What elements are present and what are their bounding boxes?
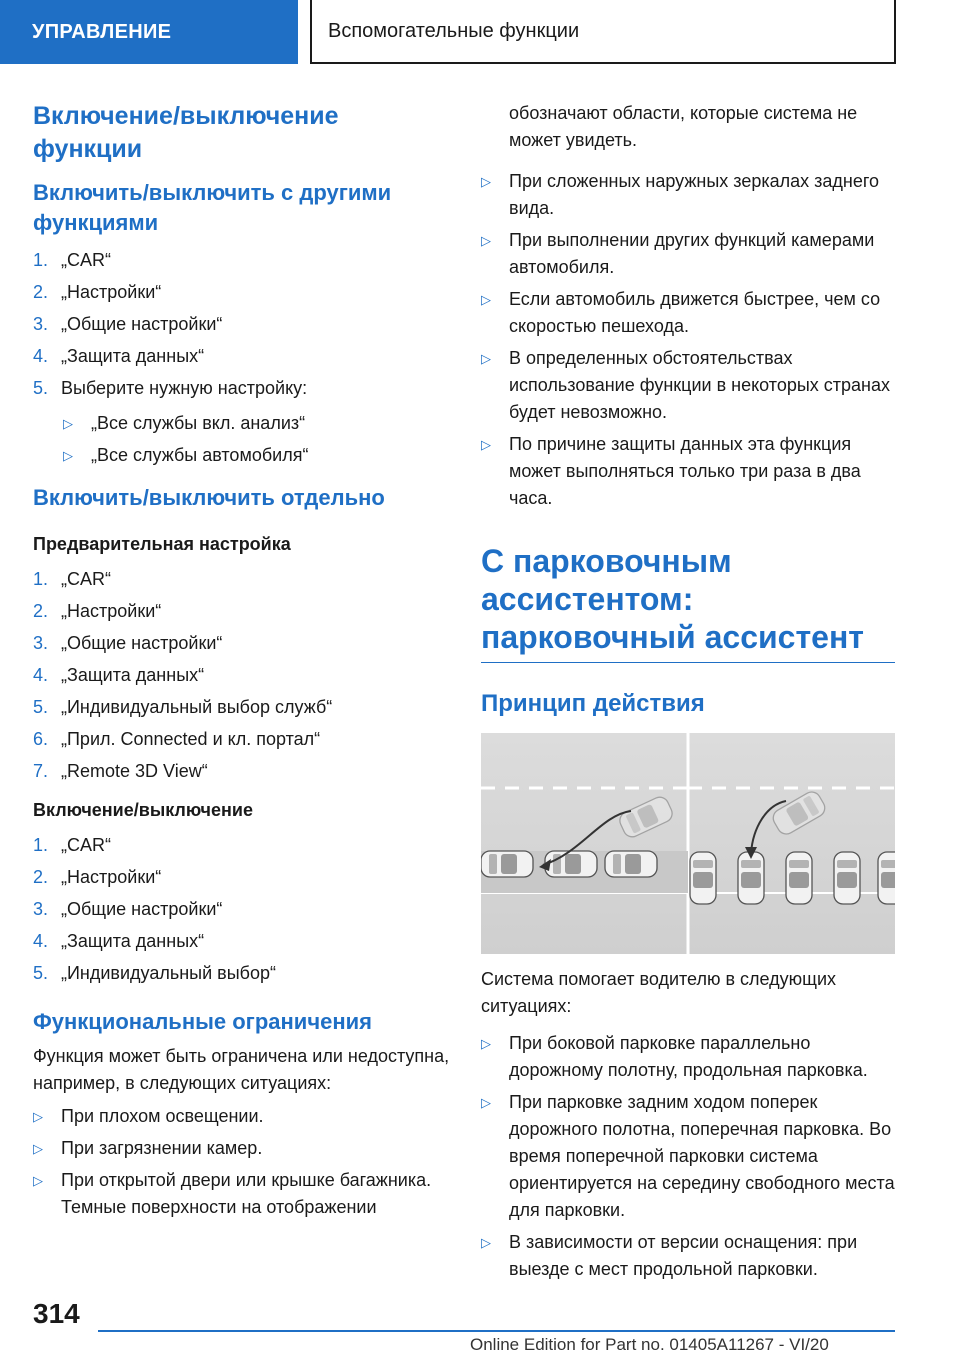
list-item: ▷ При загрязнении камер. — [33, 1135, 453, 1162]
list-item: ▷ При плохом освещении. — [33, 1103, 453, 1130]
list-item: 5. „Индивидуальный выбор“ — [33, 963, 276, 983]
heading-presetting: Предварительная настройка — [33, 534, 291, 554]
list-item: 1. „CAR“ — [33, 250, 111, 270]
heading-with-other: Включить/выключить с другими функциями — [33, 180, 392, 235]
right-column — [481, 100, 895, 1293]
list-item: ▷ В зависимости от версии оснащения: при выезде с мест продольной парковки. — [481, 1229, 895, 1283]
section-title: Вспомогательные функции — [310, 0, 896, 64]
list-item: 5. „Индивидуальный выбор служб“ — [33, 697, 333, 717]
heading-principle: Принцип действия — [481, 690, 705, 717]
triangle-bullet-icon: ▷ — [481, 1095, 491, 1110]
heading-parking-assistant: С парковочным ассистентом: парковочный ассистент — [481, 543, 864, 655]
list-item: 4. „Защита данных“ — [33, 346, 205, 366]
list-item: 4. „Защита данных“ — [33, 931, 205, 951]
steps-onoff — [33, 829, 453, 989]
limits-list — [33, 1103, 453, 1221]
steps-presetting — [33, 563, 453, 787]
triangle-bullet-icon: ▷ — [481, 437, 491, 452]
list-item: ▷ При выполнении других функций камерами автомобиля. — [481, 227, 895, 281]
parking-illustration — [481, 733, 895, 954]
triangle-bullet-icon: ▷ — [481, 351, 491, 366]
list-item: 2. „Настройки“ — [33, 282, 162, 302]
heading-on-off: Включение/выключение функции — [33, 102, 339, 163]
list-item: ▷ При боковой парковке параллельно дорожному полотну, продольная парковка. — [481, 1030, 895, 1084]
limits-intro: Функция может быть ограничена или недоступна, например, в следующих ситуациях: — [33, 1046, 450, 1093]
triangle-bullet-icon: ▷ — [33, 1141, 43, 1156]
triangle-bullet-icon: ▷ — [63, 448, 73, 463]
list-item: ▷ По причине защиты данных эта функция может выполняться только три раза в два часа. — [481, 431, 895, 512]
list-item: ▷ В определенных обстоятельствах использование функции в некоторых странах будет невозможно. — [481, 345, 895, 426]
heading-onoff: Включение/выключение — [33, 800, 253, 820]
chapter-tab: УПРАВЛЕНИЕ — [0, 0, 298, 64]
triangle-bullet-icon: ▷ — [63, 416, 73, 431]
list-item: 3. „Общие настройки“ — [33, 633, 223, 653]
list-item: ▷ При парковке задним ходом поперек дорожного полотна, поперечная парковка. Во время поперечной парковки система ориентируется на середину свободного места для парковки. — [481, 1089, 895, 1224]
heading-separately: Включить/выключить отдельно — [33, 485, 385, 510]
triangle-bullet-icon: ▷ — [481, 1036, 491, 1051]
list-item: 2. „Настройки“ — [33, 601, 162, 621]
triangle-bullet-icon: ▷ — [481, 292, 491, 307]
list-item: ▷ Если автомобиль движется быстрее, чем со скоростью пешехода. — [481, 286, 895, 340]
list-item: 1. „CAR“ — [33, 835, 111, 855]
footer-edition: Online Edition for Part no. 01405A11267 - VI/20 — [470, 1335, 829, 1354]
triangle-bullet-icon: ▷ — [481, 174, 491, 189]
list-item: 7. „Remote 3D View“ — [33, 761, 208, 781]
left-column — [33, 100, 453, 1231]
footer-rule — [98, 1330, 895, 1332]
list-item: 3. „Общие настройки“ — [33, 314, 223, 334]
list-item: 2. „Настройки“ — [33, 867, 162, 887]
list-item: 6. „Прил. Connected и кл. портал“ — [33, 729, 321, 749]
list-item: ▷ При открытой двери или крышке багажника. Темные поверхности на отображении — [33, 1167, 453, 1221]
continued-text: обозначают области, которые система не может увидеть. — [509, 103, 858, 150]
page-number: 314 — [33, 1298, 80, 1329]
steps-with-other — [33, 244, 453, 404]
triangle-bullet-icon: ▷ — [481, 233, 491, 248]
list-item: 1. „CAR“ — [33, 569, 111, 589]
triangle-bullet-icon: ▷ — [33, 1109, 43, 1124]
list-item: 4. „Защита данных“ — [33, 665, 205, 685]
limits-list-continued — [481, 168, 895, 512]
list-item: ▷ При сложенных наружных зеркалах заднего вида. — [481, 168, 895, 222]
principle-desc: Система помогает водителю в следующих ситуациях: — [481, 969, 837, 1016]
list-item: ▷ „Все службы вкл. анализ“ — [63, 410, 453, 437]
list-item: ▷ „Все службы автомобиля“ — [63, 442, 453, 469]
situations-list — [481, 1030, 895, 1283]
options-list — [33, 410, 453, 469]
triangle-bullet-icon: ▷ — [481, 1235, 491, 1250]
list-item: 3. „Общие настройки“ — [33, 899, 223, 919]
list-item: 5. Выберите нужную настройку: — [33, 378, 308, 398]
heading-limits: Функциональные ограничения — [33, 1009, 372, 1034]
triangle-bullet-icon: ▷ — [33, 1173, 43, 1188]
